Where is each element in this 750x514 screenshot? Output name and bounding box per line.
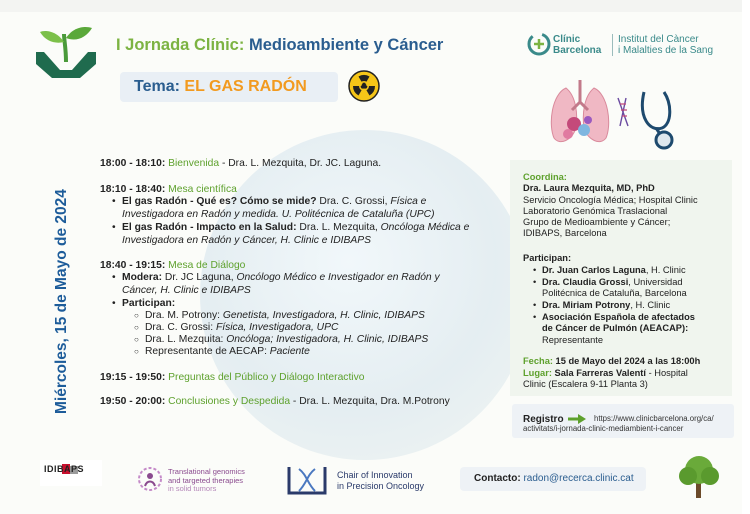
coordinator-line: Servicio Oncología Médica; Hospital Clinic — [523, 194, 698, 205]
talk-role-cont: Investigadora en Radón y medida. U. Politécnica de Cataluña (UPC) — [122, 208, 435, 220]
panel-participant: • Dra. Miriam Potrony, H. Clinic — [542, 300, 670, 311]
session-dialogue — [100, 260, 245, 273]
panel-participant: • Dr. Juan Carlos Laguna, H. Clinic — [542, 265, 686, 276]
institute-name — [612, 34, 713, 56]
panel-participant: • Dra. Claudia Grossi, Universidad Politécnica de Cataluña, Barcelona — [542, 277, 687, 300]
top-strip — [0, 0, 750, 12]
dna-circle-icon — [137, 466, 163, 492]
participant-item: ○ Dra. L. Mezquita: Oncóloga; Investigadora, H. Clinic, IDIBAPS — [145, 334, 428, 347]
talk-role-cont: Investigadora en Radón y Cáncer, H. Clinic e IDIBAPS — [122, 234, 371, 246]
participant-item: ○ Dra. C. Grossi: Física, Investigadora, UPC — [145, 322, 338, 335]
plant-hands-icon — [34, 22, 98, 84]
date-value: 15 de Mayo del 2024 a las 18:00h — [552, 356, 701, 366]
title-prefix: I Jornada Clínic: — [116, 36, 245, 54]
session-time: 18:10 - 18:40: — [100, 184, 166, 195]
title-rest: Medioambiente y Cáncer — [248, 36, 444, 54]
session-time: 18:00 - 18:10: — [100, 158, 166, 169]
event-date — [523, 356, 700, 367]
chair-name: Chair of Innovation in Precision Oncology — [337, 470, 425, 491]
date-label: Fecha: — [523, 356, 553, 366]
topic-label: Tema: — [134, 78, 180, 95]
talk-speaker: Dra. L. Mezquita, — [296, 222, 378, 233]
event-location: Lugar: Sala Farreras Valentí - Hospital Clinic (Escalera 9-11 Planta 3) — [523, 368, 688, 390]
session-scientific — [100, 184, 237, 197]
contact — [474, 473, 634, 484]
session-title: Conclusiones y Despedida — [168, 396, 291, 407]
moderator-role: Oncólogo Médico e Investigador en Radón y — [233, 272, 440, 283]
participant-item: ○ Representante de AECAP: Paciente — [145, 346, 310, 359]
coordinator-line: IDIBAPS, Barcelona — [523, 228, 607, 239]
tree-icon — [674, 452, 724, 498]
moderator-label: Modera: — [122, 272, 163, 283]
clinic-name-2: Barcelona — [553, 45, 602, 56]
coordinator-line: Laboratorio Genómica Traslacional — [523, 205, 668, 216]
location-value: Sala Farreras Valentí — [551, 368, 646, 378]
coordinator-label: Coordina: — [523, 172, 567, 182]
contact-email[interactable]: radon@recerca.clinic.cat — [523, 473, 634, 484]
arrow-right-icon — [568, 414, 586, 424]
talk-title: El gas Radón - Impacto en la Salud: — [122, 222, 297, 233]
panel-participants-label: Participan: — [523, 253, 572, 263]
coordinator — [523, 172, 698, 240]
session-time: 19:50 - 20:00: — [100, 396, 166, 407]
talk-speaker: Dra. C. Grossi, — [316, 196, 388, 207]
talk-role: Física e — [387, 196, 427, 207]
lungs-stethoscope-illustration — [546, 78, 676, 160]
institute-1: Institut del Càncer — [618, 34, 699, 45]
moderator-role-cont: Cáncer, H. Clinic e IDIBAPS — [122, 284, 251, 296]
session-speakers: - Dra. L. Mezquita, Dra. M.Potrony — [290, 396, 450, 407]
session-title: Preguntas del Público y Diálogo Interactivo — [168, 372, 365, 383]
chair-dna-logo — [285, 465, 329, 495]
talk-title: El gas Radón - Qué es? Cómo se mide? — [122, 196, 317, 207]
event-date-vertical: Miércoles, 15 de Mayo de 2024 — [53, 189, 70, 414]
session-speakers: - Dra. L. Mezquita, Dr. JC. Laguna. — [219, 158, 382, 169]
tg-lab-name: Translational genomics and targeted therapies in solid tumors — [168, 467, 245, 494]
registration-label: Registro — [523, 414, 564, 425]
moderator-name: Dr. JC Laguna, — [162, 272, 234, 283]
event-title — [116, 36, 443, 55]
session-title: Bienvenida — [168, 158, 220, 169]
session-welcome — [100, 158, 381, 171]
topic-value: EL GAS RADÓN — [184, 78, 307, 95]
talk-radon-health — [122, 222, 512, 247]
clinic-name — [553, 34, 601, 56]
session-title: Mesa científica — [168, 184, 237, 195]
topic — [134, 78, 307, 96]
panel-participant: • Asociación Española de afectados de Cáncer de Pulmón (AEACAP): Representante — [542, 312, 695, 346]
session-time: 19:15 - 19:50: — [100, 372, 166, 383]
clinic-name-1: Clínic — [553, 34, 581, 45]
registration-link[interactable]: https://www.clinicbarcelona.org/ca/ — [594, 414, 714, 423]
coordinator-line: Grupo de Medioambiente y Cáncer; — [523, 217, 671, 228]
session-title: Mesa de Diálogo — [168, 260, 246, 271]
registration-link-cont[interactable]: activitats/i-jornada-clinic-mediambient-i-cancer — [523, 424, 684, 433]
radiation-icon — [348, 70, 380, 102]
moderator — [122, 272, 512, 297]
coordinator-name: Dra. Laura Mezquita, MD, PhD — [523, 183, 655, 194]
location-label: Lugar: — [523, 368, 552, 378]
right-edge — [742, 0, 750, 514]
participant-item: ○ Dra. M. Potrony: Genetista, Investigadora, H. Clinic, IDIBAPS — [145, 310, 425, 323]
session-questions — [100, 372, 364, 385]
institute-2: i Malalties de la Sang — [618, 45, 714, 56]
session-closing — [100, 396, 450, 409]
participants-label: • Participan: — [122, 298, 175, 311]
talk-role: Oncóloga Médica e — [377, 222, 470, 233]
talk-radon-what — [122, 196, 512, 221]
session-time: 18:40 - 19:15: — [100, 260, 166, 271]
idibaps-text: IDIBAPS — [44, 464, 85, 474]
contact-label: Contacto: — [474, 473, 521, 484]
